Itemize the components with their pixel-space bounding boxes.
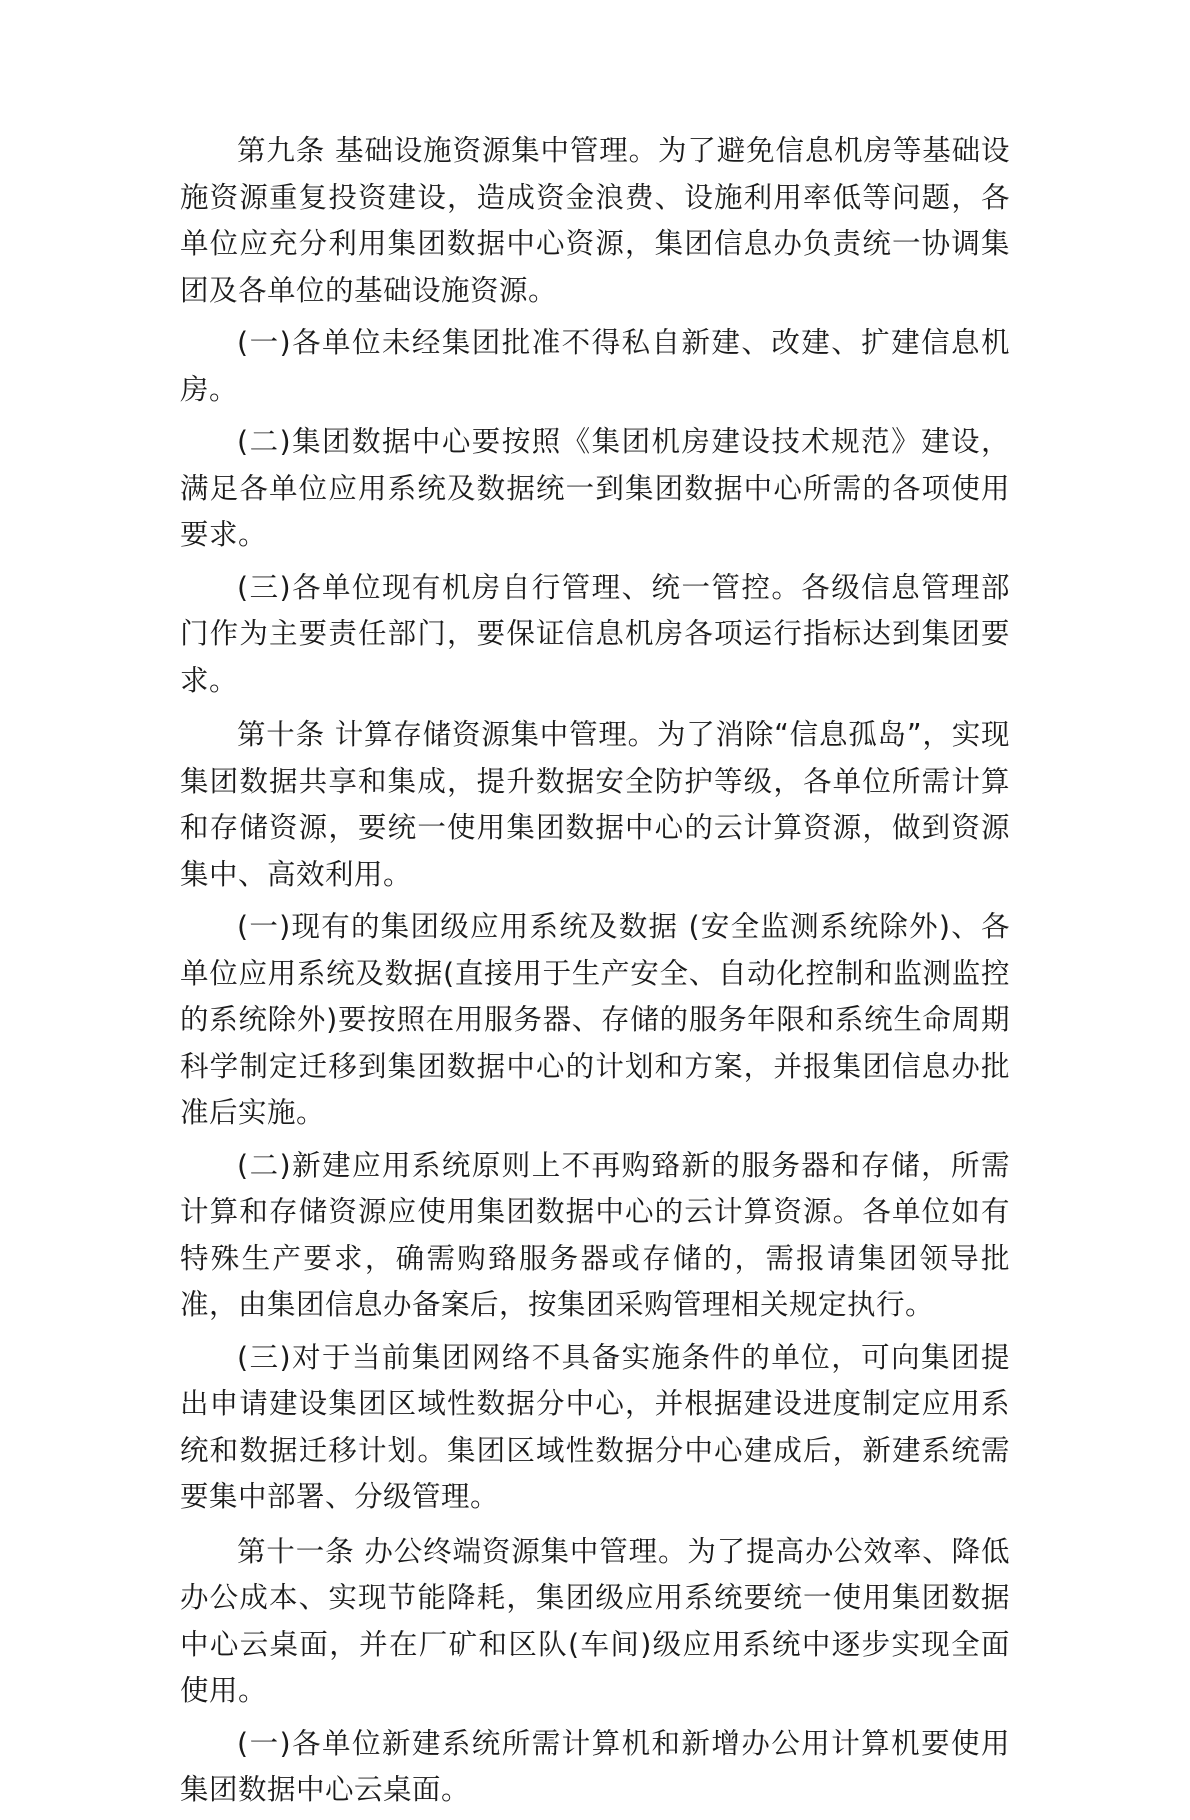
article-9-item-3: (三)各单位现有机房自行管理、统一管控。各级信息管理部门作为主要责任部门，要保证信息机房各项运行指标达到集团要求。 <box>180 570 1010 697</box>
article-11-item-1: (一)各单位新建系统所需计算机和新增办公用计算机要使用集团数据中心云桌面。 <box>180 1726 1010 1806</box>
article-11: 第十一条 办公终端资源集中管理。为了提高办公效率、降低办公成本、实现节能降耗，集团级应用系统要统一使用集团数据中心云桌面，并在厂矿和区队(车间)级应用系统中逐步实现全面使用。 <box>180 1534 1010 1707</box>
article-9-item-1: (一)各单位未经集团批准不得私自新建、改建、扩建信息机房。 <box>180 326 1010 406</box>
article-10-item-3: (三)对于当前集团网络不具备实施条件的单位，可向集团提出申请建设集团区域性数据分中心，并根据建设进度制定应用系统和数据迁移计划。集团区域性数据分中心建成后，新建系统需要集中部署、分级管理。 <box>180 1340 1010 1513</box>
document-body <box>180 128 1010 1820</box>
article-10-item-1: (一)现有的集团级应用系统及数据 (安全监测系统除外)、各单位应用系统及数据(直接用于生产安全、自动化控制和监测监控的系统除外)要按照在用服务器、存储的服务年限和系统生命周期科学制定迁移到集团数据中心的计划和方案，并报集团信息办批准后实施。 <box>180 910 1010 1129</box>
article-10-item-2: (二)新建应用系统原则上不再购臵新的服务器和存储，所需计算和存储资源应使用集团数据中心的云计算资源。各单位如有特殊生产要求，确需购臵服务器或存储的，需报请集团领导批准，由集团信息办备案后，按集团采购管理相关规定执行。 <box>180 1148 1010 1321</box>
article-10: 第十条 计算存储资源集中管理。为了消除“信息孤岛”，实现集团数据共享和集成，提升数据安全防护等级，各单位所需计算和存储资源，要统一使用集团数据中心的云计算资源，做到资源集中、高效利用。 <box>180 718 1010 891</box>
article-9-item-2: (二)集团数据中心要按照《集团机房建设技术规范》建设，满足各单位应用系统及数据统一到集团数据中心所需的各项使用要求。 <box>180 425 1010 551</box>
article-9: 第九条 基础设施资源集中管理。为了避免信息机房等基础设施资源重复投资建设，造成资金浪费、设施利用率低等问题，各单位应充分利用集团数据中心资源，集团信息办负责统一协调集团及各单位的基础设施资源。 <box>180 134 1010 307</box>
